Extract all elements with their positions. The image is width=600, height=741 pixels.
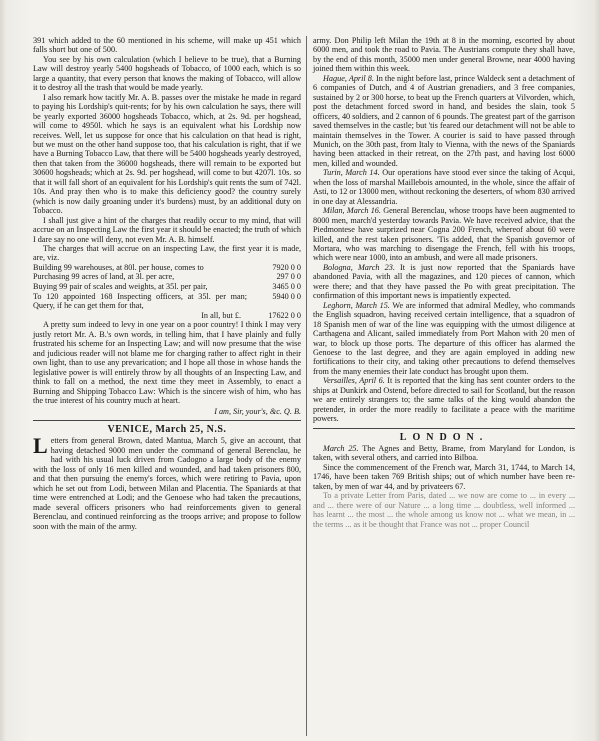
left-paragraph-3: I also remark how tacitly Mr. A. B. passes over the mistake he made in regard to paying his Lordship's quit-rents; for by his own calculation he says, there will be yearly exported 36000 hogsheads Tobacco, which, at 2s. 9d. per hogshead, will come to 4950l. which he says is an equivalent what his Lordship now receives. Well, let us suppose for once that his calculation on that head is right, but we must on the other hand suppose too, that his calculation is right, that if we have a Burning Tobacco Law, that there will be 5400 hogsheads yearly destroyed, then that taken from the 36000 hogsheads, there will remain to be exported but 30600 hogsheads; which at 2s. 9d. per hogshead, will come to but 4207l. 10s. so that it will fall short of an equivalent for his Lordship's quit rents the sum of 742l. 10s. And pray then who is to make this deficiency good? the country surely (which is now daily groaning under it's burdens) must, by an additional duty on Tobacco. <box>33 92 301 216</box>
hague-report <box>313 74 575 169</box>
leghorn-report <box>313 301 575 377</box>
report-text: It is just now reported that the Spaniards have abandoned Pavia, with all the magazines, and 120 pieces of cannon, which were there; and that they have passed the Po with great precipitation. The confirmation of this important news is impatiently expected. <box>313 262 576 301</box>
charge-amount: 297 0 0 <box>276 272 301 282</box>
charge-amount: 3465 0 0 <box>272 282 301 292</box>
dateline: Milan, March 16. <box>323 206 381 216</box>
section-rule <box>33 420 301 421</box>
letter-signature: I am, Sir, your's, &c. Q. B. <box>214 406 301 416</box>
versailles-report <box>313 376 575 423</box>
report-text: General Berenclau, whose troops have been augmented to 8000 men, march'd yesterday towards Pavia. We have received advice, that the Piedmontese have surprized near Cogna 200 French, whereof about 60 were killed, and the rest taken prisoners. 'Tis added, that the Spanish governor of Mortara, who was marching to disengage the French, fell with his troops, which were near 1000, into an ambush, and were all made prisoners. <box>313 206 576 263</box>
dateline: Bologna, March 23. <box>323 262 395 272</box>
left-paragraph-2: You see by his own calculation (which I believe to be true), that a Burning Law will destroy yearly 5400 hogsheads of Tobacco, of 1000 each, which is so large a quantity, that every person that knows the making of Tobacco, will allow it to destroy all the trash that would be made yearly. <box>33 54 301 93</box>
charge-item: Purchasing 99 acres of land, at 3l. per acre, <box>33 272 175 282</box>
report-text: The Agnes and Betty, Brame, from Maryland for London, is taken, with several others, and carried into Bilboa. <box>313 444 575 463</box>
bologna-report <box>313 263 575 301</box>
charges-row <box>33 292 301 311</box>
left-paragraph-1: 391 which added to the 60 mentioned in his scheme, will make up 451 which falls short but one of 500. <box>33 36 301 55</box>
dateline: Hague, April 8. <box>323 73 374 83</box>
dateline: Versailles, April 6. <box>323 376 385 386</box>
report-text: Our operations have stood ever since the taking of Acqui, when the loss of marshal Maillebois amounted, in the whole, since the affair of Asti, to 12 or 13000 men, without reckoning the deserters, of whom 830 arrived in one day at Alessandria. <box>313 168 576 206</box>
milan-report <box>313 206 575 263</box>
charge-amount: 7920 0 0 <box>272 262 301 272</box>
charges-total-amount: 17622 0 0 <box>268 310 301 320</box>
dateline: Turin, March 14. <box>323 168 380 178</box>
report-text: It is reported that the king has sent counter orders to the ships at Dunkirk and Ostend, before directed to sail for Scotland, but the reason we are entirely strangers to; the same talks of the king would abandon the pretender, in order the more readily to facilitate a peace with the maritime powers. <box>313 376 575 424</box>
charges-total-row <box>33 311 301 321</box>
left-paragraph-5: The charges that will accrue on an inspecting Law, the first year it is made, are, viz. <box>33 243 301 263</box>
london-report-1 <box>313 444 575 463</box>
dateline: Leghorn, March 15. <box>323 300 390 310</box>
charges-row <box>33 272 301 282</box>
venice-text: etters from general Brown, dated Mantua, March 5, give an account, that having detached 9000 men under the command of general Berenclau, he had with his usual luck driven from Cadogno a large body of the enemy with the loss of only 16 men killed and wounded, and had taken prisoners 800, and that then pursuing the enemy's forces, which were retiring to Pavia, upon which he set out from Lodi, between Milan and Placentia. The Spaniards at that time were entrenched at Lodi; and the Genoese who had taken the precautions, made several officers prisoners who had reinforcements given to general Berenclau, and continued reinforcing as the troops arrive; and propose to follow soon with the main of the army. <box>33 436 301 531</box>
charge-item: Building 99 warehouses, at 80l. per house, comes to <box>33 262 204 272</box>
left-paragraph-4: I shall just give a hint of the charges that readily occur to my mind, that will accrue on an Inspecting Law the first year it should be enacted; the truth of which I dare say no one will deny, not even Mr. A. B. himself. <box>33 215 301 244</box>
column-divider <box>306 36 307 736</box>
section-rule <box>313 428 575 429</box>
charges-row <box>33 282 301 292</box>
london-heading: LONDON. <box>399 431 489 443</box>
charge-item: Buying 99 pair of scales and weights, at 35l. per pair, <box>33 282 208 292</box>
charges-table <box>33 263 301 321</box>
left-paragraph-6: A pretty sum indeed to levy in one year on a poor country! I think I may very justly retort Mr. A. B.'s own words, in telling him, that I have plainly and fully frustrated his scheme for an Inspecting Law; and will now presume that the wise and judicious reader will not blame me for charging rather to affect right in their own light, than to use any prevarication; and I hope all those in whose hands the legislative power is will entirely throw by all thoughts of an Inspecting Law, and think to fall on a method, the next time they meet in Assembly, to enact a Burning and Shipping Tobacco Law: Which is the sincere wish of him, who has the true interest of his country much at heart. <box>33 320 301 406</box>
london-report-2: Since the commencement of the French war, March 31, 1744, to March 14, 1746, have been taken 769 British ships; out of which number have been re-taken, by men of war 44, and by privateers 67. <box>313 462 575 491</box>
charge-amount: 5940 0 0 <box>272 291 301 301</box>
dateline: March 25. <box>323 444 359 454</box>
charges-total-label: In all, but £. <box>201 310 241 320</box>
drop-cap: L <box>33 433 48 459</box>
report-text: We are informed that admiral Medley, who commands the English squadron, having received certain intelligence, that a squadron of 18 Spanish men of war of the line was equipping with the utmost diligence at Carthagena and Alicant, sailed immediately from Port Mahon with 20 men of war, to block up those ports. The departure of this officer has alarmed the Genoese to the last degree, and they are again employed in adding new fortifications to their city, and taking other precautions to defend themselves from the many enemies their late conduct has brought upon them. <box>313 300 576 376</box>
right-paragraph-1: army. Don Philip left Milan the 19th at 8 in the morning, escorted by about 6000 men, and took the road to Pavia. The Austrians compute they shall have, by the end of this month, 35000 men under general Browne, near 4000 having joined them within this week. <box>313 36 575 74</box>
right-column <box>313 36 575 529</box>
venice-heading: VENICE, March 25, N.S. <box>107 423 227 435</box>
london-report-3: To a private Letter from Paris, dated ... we now are come to ... in every ... and ... there were of our Nature ... a long time ... doubtless, well informed ... has learnt ... the most ... the whole among us know not ... what we mean, in ... the terms ... as it be thought that France was not ... proper Council <box>313 491 575 529</box>
charges-row <box>33 263 301 273</box>
turin-report <box>313 168 575 206</box>
venice-report <box>33 433 301 531</box>
left-column <box>33 36 301 531</box>
charge-item: To 120 appointed 168 Inspecting officers, at 35l. per man; Query, if he can get them for that, <box>33 291 247 311</box>
report-text: In the night before last, prince Waldeck sent a detachment of 6 companies of Dutch, and 4 of Austrian grenadiers, and 3 free companies, sustained by 2 or 300 horse, to beat up the French quarters at Vilvorden, which, post the detachment forced sword in hand, and besides the slain, took 5 officers, 40 soldiers, and 2 cannon of 6 pounds. The greatest part of the garrison saved themselves in the castle; but 'tis feared our detachment will not be able to maintain themselves in the Tower. A courier is said to have passed through Munich, on the 30th past, from Italy to Vienna, with the news of the Spaniards having been attacked in their retreat, on the 27th past, and having lost 6000 men, killed and wounded. <box>313 73 575 168</box>
